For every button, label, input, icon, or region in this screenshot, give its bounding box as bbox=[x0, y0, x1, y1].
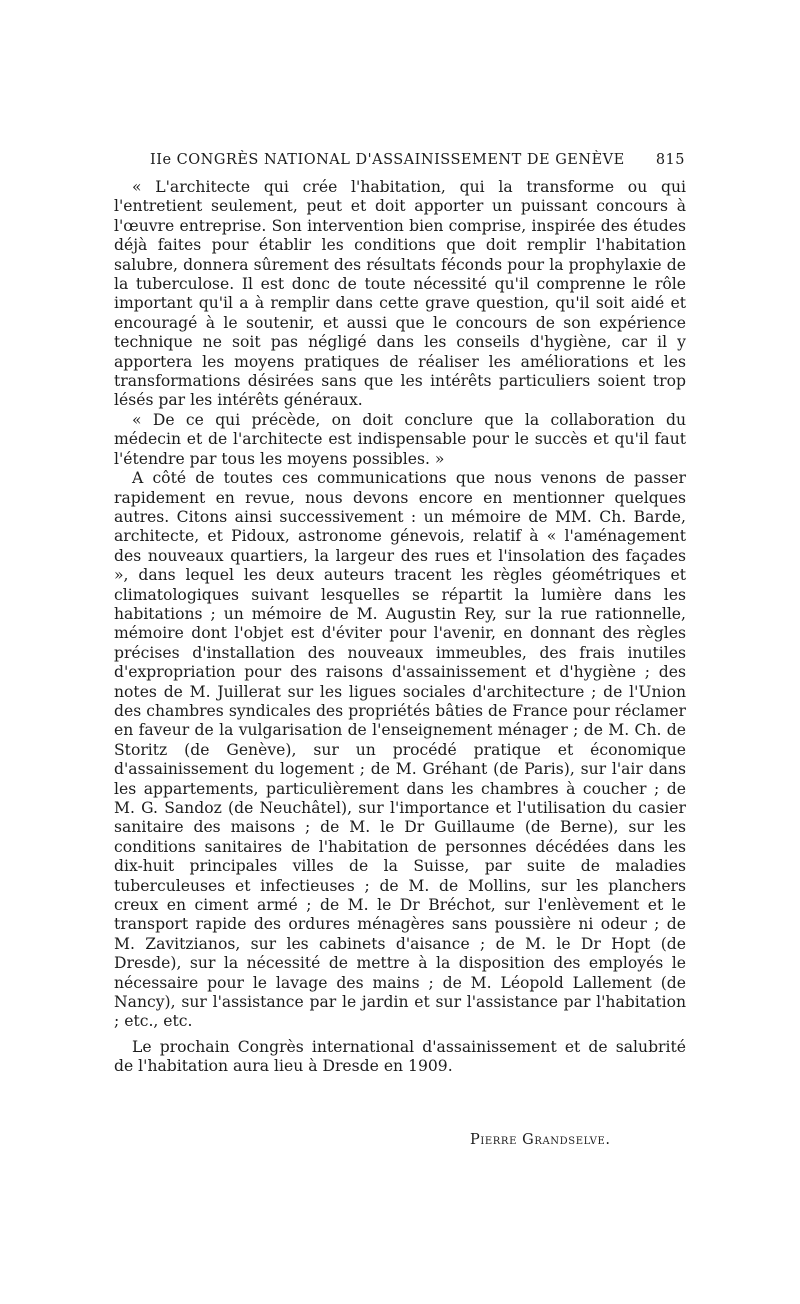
running-header bbox=[150, 152, 685, 168]
body-text bbox=[114, 178, 686, 1077]
paragraph-communications: A côté de toutes ces communications que nous venons de passer rapidement en revue, nous devons encore en mentionner quelques autres. Citons ainsi successivement : un mémoire de MM. Ch. Barde, architecte, et Pidoux, astronome génevois, relatif à « l'aménagement des nouveaux quartiers, la largeur des rues et l'insolation des façades », dans lequel les deux auteurs tracent les règles géométriques et climatologiques suivant lesquelles se répartit la lumière dans les habitations ; un mémoire de M. Augustin Rey, sur la rue rationnelle, mémoire dont l'objet est d'éviter pour l'avenir, en donnant des règles précises d'installation des nouveaux immeubles, des frais inutiles d'expropriation pour des raisons d'assainissement et d'hygiène ; des notes de M. Juillerat sur les ligues sociales d'architecture ; de l'Union des chambres syndicales des propriétés bâties de France pour réclamer en faveur de la vulgarisation de l'enseignement ménager ; de M. Ch. de Storitz (de Genève), sur un procédé pratique et économique d'assainissement du logement ; de M. Gréhant (de Paris), sur l'air dans les appartements, particulièrement dans les chambres à coucher ; de M. G. Sandoz (de Neuchâtel), sur l'importance et l'utilisation du casier sanitaire des maisons ; de M. le Dr Guillaume (de Berne), sur les conditions sanitaires de l'habitation de personnes décédées dans les dix-huit principales villes de la Suisse, par suite de maladies tuberculeuses et infectieuses ; de M. de Mollins, sur les planchers creux en ciment armé ; de M. le Dr Bréchot, sur l'enlèvement et le transport rapide des ordures ménagères sans poussière ni odeur ; de M. Zavitzianos, sur les cabinets d'aisance ; de M. le Dr Hopt (de Dresde), sur la nécessité de mettre à la disposition des employés le nécessaire pour le lavage des mains ; de M. Léopold Lallement (de Nancy), sur l'assistance par le jardin et sur l'assistance par l'habitation ; etc., etc. bbox=[114, 469, 686, 1031]
page-number: 815 bbox=[655, 152, 685, 168]
paragraph-architect-quote: « L'architecte qui crée l'habitation, qui la transforme ou qui l'entretient seulement, peut et doit apporter un puissant concours à l'œuvre entreprise. Son intervention bien comprise, inspirée des études déjà faites pour établir les conditions que doit remplir l'habitation salubre, donnera sûrement des résultats féconds pour la prophylaxie de la tuberculose. Il est donc de toute nécessité qu'il comprenne le rôle important qu'il a à remplir dans cette grave question, qu'il soit aidé et encouragé à le soutenir, et aussi que le concours de son expérience technique ne soit pas négligé dans les conseils d'hygiène, car il y apportera les moyens pratiques de réaliser les améliorations et les transformations désirées sans que les intérêts particuliers soient trop lésés par les intérêts généraux. bbox=[114, 178, 686, 410]
paragraph-next-congress: Le prochain Congrès international d'assainissement et de salubrité de l'habitation aura lieu à Dresde en 1909. bbox=[114, 1037, 686, 1076]
paragraph-conclusion-quote: « De ce qui précède, on doit conclure que la collaboration du médecin et de l'architecte est indispensable pour le succès et qu'il faut l'étendre par tous les moyens possibles. » bbox=[114, 410, 686, 468]
author-signature: Pierre Grandselve. bbox=[470, 1132, 611, 1148]
running-title: IIe CONGRÈS NATIONAL D'ASSAINISSEMENT DE GENÈVE bbox=[150, 152, 625, 168]
